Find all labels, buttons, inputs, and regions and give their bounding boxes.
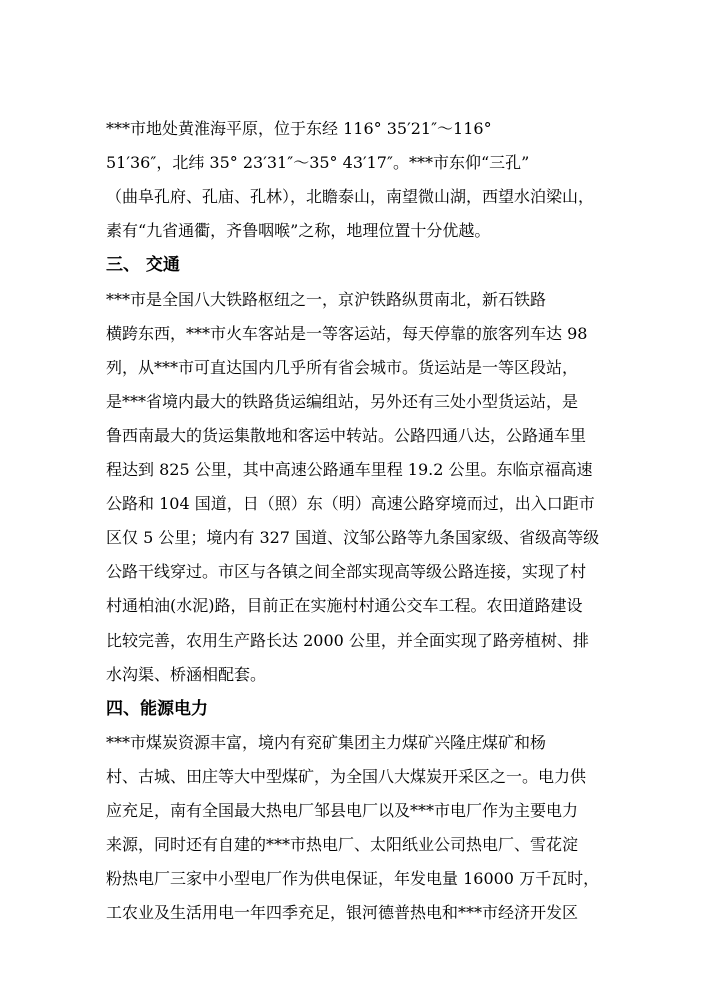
paragraph-line: 工农业及生活用电一年四季充足，银河德普热电和***市经济开发区 — [106, 903, 579, 922]
paragraph-line: 是***省境内最大的铁路货运编组站，另外还有三处小型货运站，是 — [106, 392, 579, 411]
paragraph-line: 程达到 825 公里，其中高速公路通车里程 19.2 公里。东临京福高速 — [106, 460, 593, 479]
paragraph-line: 列，从***市可直达国内几乎所有省会城市。货运站是一等区段站， — [106, 358, 579, 377]
paragraph-line: 应充足，南有全国最大热电厂邹县电厂以及***市电厂作为主要电力 — [106, 801, 579, 820]
section-heading: 三、 交通 — [106, 255, 180, 275]
paragraph-line: ***市煤炭资源丰富，境内有兖矿集团主力煤矿兴隆庄煤矿和杨 — [106, 733, 547, 752]
paragraph-line: （曲阜孔府、孔庙、孔林），北瞻泰山，南望微山湖，西望水泊梁山， — [106, 187, 595, 206]
paragraph-line: 鲁西南最大的货运集散地和客运中转站。公路四通八达，公路通车里 — [106, 426, 587, 445]
paragraph-line: ***市地处黄淮海平原，位于东经 116° 35′21″～116° — [106, 119, 492, 138]
section-heading: 四、能源电力 — [106, 699, 208, 719]
paragraph-line: 比较完善，农用生产路长达 2000 公里，并全面实现了路旁植树、排 — [106, 631, 589, 650]
paragraph-line: 村、古城、田庄等大中型煤矿，为全国八大煤炭开采区之一。电力供 — [106, 767, 587, 786]
paragraph-line: 公路和 104 国道，日（照）东（明）高速公路穿境而过，出入口距市 — [106, 494, 595, 513]
paragraph-line: 横跨东西，***市火车客站是一等客运站，每天停靠的旅客列车达 98 — [106, 324, 588, 343]
paragraph-line: 区仅 5 公里；境内有 327 国道、汶邹公路等九条国家级、省级高等级 — [106, 528, 600, 547]
paragraph-line: ***市是全国八大铁路枢纽之一，京沪铁路纵贯南北，新石铁路 — [106, 290, 547, 309]
paragraph-line: 51′36″，北纬 35° 23′31″～35° 43′17″。***市东仰“三孔” — [106, 153, 530, 172]
paragraph-line: 素有“九省通衢，齐鲁咽喉”之称，地理位置十分优越。 — [106, 221, 491, 240]
paragraph-line: 公路干线穿过。市区与各镇之间全部实现高等级公路连接，实现了村 — [106, 562, 587, 581]
paragraph-line: 村通柏油(水泥)路，目前正在实施村村通公交车工程。农田道路建设 — [106, 596, 583, 615]
paragraph-line: 粉热电厂三家中小型电厂作为供电保证，年发电量 16000 万千瓦时， — [106, 869, 600, 888]
paragraph-line: 水沟渠、桥涵相配套。 — [106, 665, 267, 684]
paragraph-line: 来源，同时还有自建的***市热电厂、太阳纸业公司热电厂、雪花淀 — [106, 835, 579, 854]
